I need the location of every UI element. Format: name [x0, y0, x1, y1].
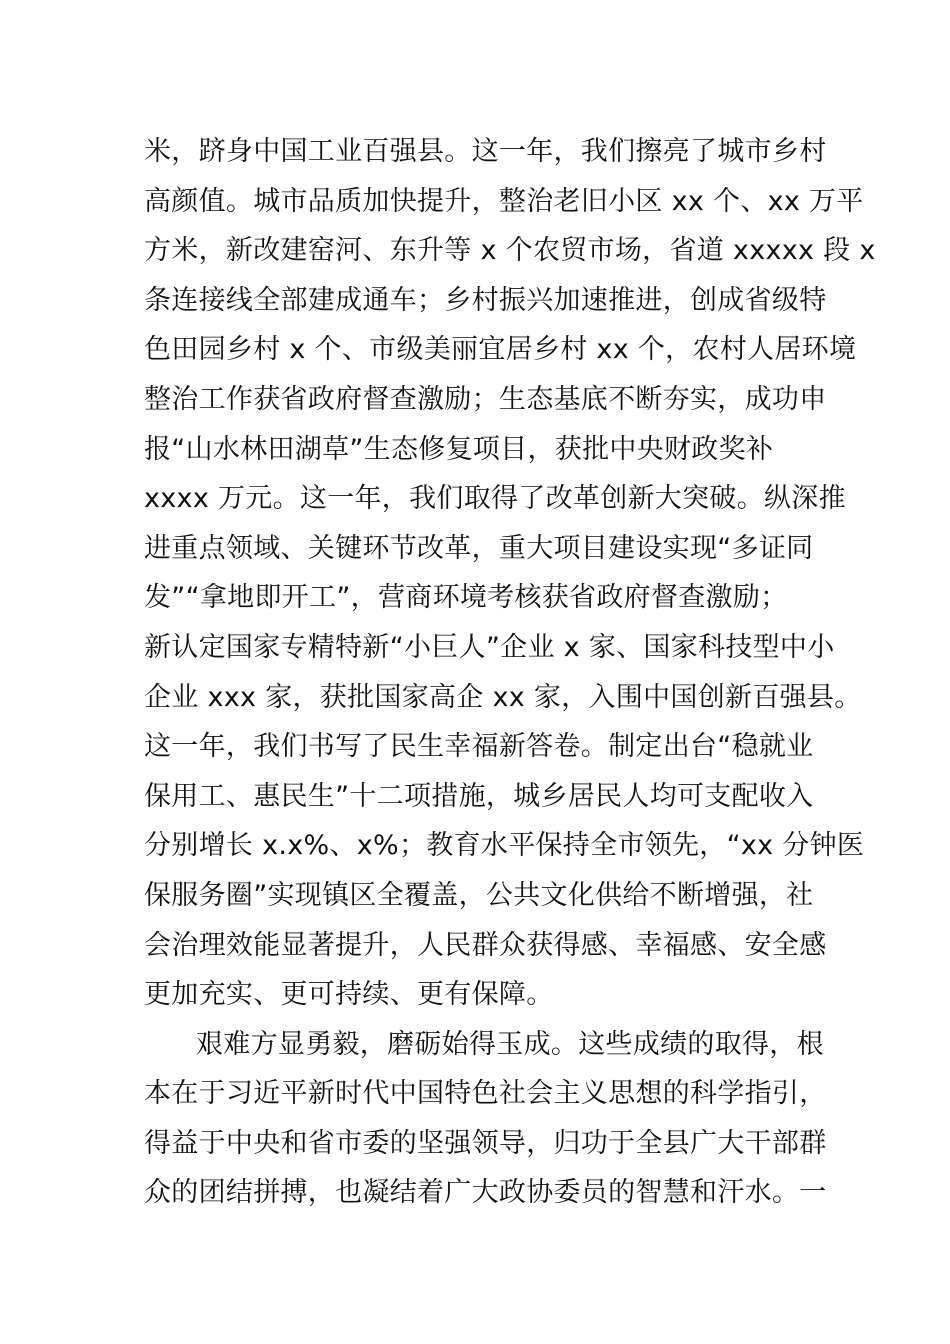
text-line: 报“山水林田湖草”生态修复项目，获批中央财政奖补: [144, 433, 774, 465]
paragraph-1: [144, 127, 876, 1020]
paragraph-2: [144, 1020, 827, 1218]
text-line: 高颜值。城市品质加快提升，整治老旧小区 xx 个、xx 万平: [144, 185, 864, 217]
text-line: 艰难方显勇毅，磨砺始得玉成。这些成绩的取得，根: [196, 1028, 824, 1060]
text-line: 保用工、惠民生”十二项措施，城乡居民人均可支配收入: [144, 780, 814, 812]
text-line: 这一年，我们书写了民生幸福新答卷。制定出台“稳就业: [144, 731, 814, 763]
text-line: 进重点领域、关键环节改革，重大项目建设实现“多证同: [144, 532, 814, 564]
text-line: 更加充实、更可持续、更有保障。: [144, 979, 554, 1011]
body-text: [144, 127, 876, 1218]
text-line: 色田园乡村 x 个、市级美丽宜居乡村 xx 个，农村人居环境: [144, 334, 857, 366]
text-line: 条连接线全部建成通车；乡村振兴加速推进，创成省级特: [144, 284, 827, 316]
text-line: 整治工作获省政府督查激励；生态基底不断夯实，成功申: [144, 383, 827, 415]
text-line: 本在于习近平新时代中国特色社会主义思想的科学指引，: [144, 1078, 827, 1110]
text-line: 发”“拿地即开工”，营商环境考核获省政府督查激励；: [144, 582, 788, 614]
text-line: 众的团结拼搏，也凝结着广大政协委员的智慧和汗水。一: [144, 1177, 827, 1209]
text-line: xxxx 万元。这一年，我们取得了改革创新大突破。纵深推: [144, 483, 846, 515]
text-line: 得益于中央和省市委的坚强领导，归功于全县广大干部群: [144, 1127, 827, 1159]
text-line: 保服务圈”实现镇区全覆盖，公共文化供给不断增强，社: [144, 879, 814, 911]
text-line: 方米，新改建窑河、东升等 x 个农贸市场，省道 xxxxx 段 x: [144, 235, 876, 267]
text-line: 新认定国家专精特新“小巨人”企业 x 家、国家科技型中小: [144, 631, 835, 663]
text-line: 分别增长 x.x%、x%；教育水平保持全市领先，“xx 分钟医: [144, 830, 865, 862]
text-line: 米，跻身中国工业百强县。这一年，我们擦亮了城市乡村: [144, 136, 827, 167]
text-line: 会治理效能显著提升，人民群众获得感、幸福感、安全感: [144, 929, 827, 961]
text-line: 企业 xxx 家，获批国家高企 xx 家，入围中国创新百强县。: [144, 681, 862, 713]
